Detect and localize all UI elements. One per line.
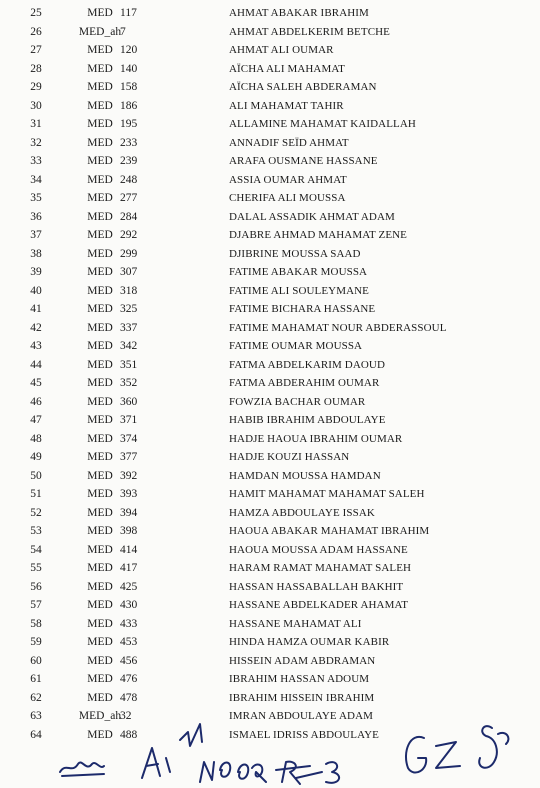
table-row (0, 134, 540, 153)
row-id: 7 (120, 25, 126, 38)
row-id: 398 (120, 525, 138, 537)
row-id: 488 (120, 728, 138, 741)
row-number: 45 (30, 377, 42, 389)
row-number: 53 (30, 525, 42, 537)
row-id: 195 (120, 118, 138, 130)
row-code: MED (87, 562, 113, 574)
row-id: 307 (120, 266, 138, 278)
row-name: HAOUA MOUSSA ADAM HASSANE (229, 543, 408, 556)
row-code: MED (87, 192, 113, 204)
row-name: CHERIFA ALI MOUSSA (229, 192, 346, 204)
row-code: MED (87, 284, 113, 297)
row-id: 186 (120, 99, 138, 112)
row-name: HAMIT MAHAMAT MAHAMAT SALEH (229, 488, 425, 500)
row-code: MED (87, 62, 113, 75)
row-code: MED_ah (78, 710, 122, 722)
row-code: MED (87, 377, 113, 389)
row-id: 425 (120, 580, 138, 593)
row-name: IMRAN ABDOULAYE ADAM (229, 710, 373, 722)
table-row (0, 559, 540, 578)
signature-3 (180, 724, 202, 746)
row-id: 430 (120, 599, 138, 611)
row-name: HARAM RAMAT MAHAMAT SALEH (229, 562, 412, 574)
row-id: 453 (120, 636, 138, 648)
table-row (0, 337, 540, 356)
signatures-area (0, 712, 540, 788)
row-code: MED (87, 636, 113, 648)
signature-5 (276, 762, 322, 784)
row-code: MED (87, 229, 113, 241)
row-name: HADJE HAOUA IBRAHIM OUMAR (229, 432, 403, 445)
row-code: MED (87, 210, 113, 223)
row-id: 248 (120, 173, 138, 186)
row-id: 140 (120, 62, 138, 75)
table-row (0, 319, 540, 338)
row-id: 352 (120, 377, 138, 389)
row-code: MED (87, 432, 113, 445)
row-number: 56 (30, 580, 42, 593)
table-row (0, 78, 540, 97)
table-row (0, 60, 540, 79)
table-row (0, 430, 540, 449)
signature-4 (200, 762, 266, 782)
row-code: MED (87, 340, 113, 352)
table-row (0, 41, 540, 60)
row-name: HISSEIN ADAM ABDRAMAN (229, 654, 376, 667)
row-name: ARAFA OUSMANE HASSANE (229, 155, 378, 167)
row-name: DJABRE AHMAD MAHAMAT ZENE (229, 229, 408, 241)
row-code: MED (87, 81, 113, 93)
row-number: 34 (30, 173, 42, 186)
row-code: MED (87, 617, 113, 630)
row-code: MED (87, 173, 113, 186)
row-number: 55 (30, 562, 42, 574)
table-row (0, 485, 540, 504)
row-id: 337 (120, 321, 138, 334)
row-id: 377 (120, 451, 138, 463)
row-code: MED (87, 358, 113, 371)
row-name: ALLAMINE MAHAMAT KAIDALLAH (229, 118, 416, 130)
row-number: 63 (30, 710, 42, 722)
table-row (0, 4, 540, 23)
row-number: 31 (30, 118, 42, 130)
table-row (0, 115, 540, 134)
table-row (0, 448, 540, 467)
table-row (0, 541, 540, 560)
row-code: MED (87, 469, 113, 482)
row-id: 478 (120, 691, 138, 704)
row-number: 25 (30, 7, 42, 19)
row-id: 433 (120, 617, 138, 630)
row-name: AÏCHA ALI MAHAMAT (229, 62, 345, 75)
signature-7 (406, 737, 460, 773)
row-code: MED (87, 247, 113, 260)
row-number: 49 (30, 451, 42, 463)
row-name: HINDA HAMZA OUMAR KABIR (229, 636, 390, 648)
row-number: 41 (30, 303, 42, 315)
row-id: 299 (120, 247, 138, 260)
row-code: MED (87, 580, 113, 593)
row-id: 360 (120, 395, 138, 408)
table-row (0, 97, 540, 116)
row-name: ALI MAHAMAT TAHIR (229, 99, 344, 112)
student-list (0, 4, 540, 744)
table-row (0, 226, 540, 245)
row-id: 233 (120, 136, 138, 149)
row-code: MED (87, 525, 113, 537)
row-name: FATMA ABDERAHIM OUMAR (229, 377, 380, 389)
row-number: 59 (30, 636, 42, 648)
signature-8 (479, 726, 508, 768)
table-row (0, 633, 540, 652)
row-number: 40 (30, 284, 42, 297)
row-id: 158 (120, 81, 138, 93)
row-id: 476 (120, 673, 138, 685)
row-number: 28 (30, 62, 42, 75)
row-name: FATIME ALI SOULEYMANE (229, 284, 370, 297)
row-number: 54 (30, 543, 42, 556)
row-number: 64 (30, 728, 42, 741)
row-number: 52 (30, 506, 42, 519)
row-number: 38 (30, 247, 42, 260)
row-name: IBRAHIM HASSAN ADOUM (229, 673, 370, 685)
row-code: MED (87, 321, 113, 334)
table-row (0, 689, 540, 708)
row-name: FOWZIA BACHAR OUMAR (229, 395, 366, 408)
row-number: 26 (30, 25, 42, 38)
table-row (0, 596, 540, 615)
row-code: MED (87, 303, 113, 315)
row-number: 39 (30, 266, 42, 278)
row-id: 414 (120, 543, 138, 556)
row-name: HABIB IBRAHIM ABDOULAYE (229, 414, 386, 426)
row-id: 342 (120, 340, 138, 352)
row-id: 117 (120, 7, 137, 19)
row-code: MED (87, 543, 113, 556)
row-number: 46 (30, 395, 42, 408)
row-id: 32 (120, 710, 132, 722)
table-row (0, 467, 540, 486)
row-id: 351 (120, 358, 138, 371)
row-name: ASSIA OUMAR AHMAT (229, 173, 347, 186)
row-id: 284 (120, 210, 138, 223)
signature-1 (60, 762, 104, 776)
row-name: HAOUA ABAKAR MAHAMAT IBRAHIM (229, 525, 430, 537)
row-id: 318 (120, 284, 138, 297)
row-id: 393 (120, 488, 138, 500)
table-row (0, 374, 540, 393)
row-code: MED (87, 155, 113, 167)
table-row (0, 282, 540, 301)
row-name: HAMDAN MOUSSA HAMDAN (229, 469, 381, 482)
row-number: 61 (30, 673, 42, 685)
row-number: 36 (30, 210, 42, 223)
handwritten-signatures (0, 712, 540, 788)
row-number: 60 (30, 654, 42, 667)
row-id: 292 (120, 229, 138, 241)
row-number: 48 (30, 432, 42, 445)
row-name: AÏCHA SALEH ABDERAMAN (229, 81, 377, 93)
row-number: 43 (30, 340, 42, 352)
row-number: 30 (30, 99, 42, 112)
row-id: 120 (120, 44, 138, 56)
row-name: AHMAT ABAKAR IBRAHIM (229, 7, 369, 19)
row-number: 37 (30, 229, 42, 241)
row-code: MED (87, 691, 113, 704)
row-code: MED_ah (78, 25, 122, 38)
row-code: MED (87, 488, 113, 500)
table-row (0, 23, 540, 42)
row-code: MED (87, 673, 113, 685)
row-id: 325 (120, 303, 138, 315)
table-row (0, 152, 540, 171)
row-number: 58 (30, 617, 42, 630)
row-code: MED (87, 414, 113, 426)
row-number: 33 (30, 155, 42, 167)
row-name: FATIME ABAKAR MOUSSA (229, 266, 368, 278)
row-name: AHMAT ALI OUMAR (229, 44, 334, 56)
row-name: IBRAHIM HISSEIN IBRAHIM (229, 691, 375, 704)
row-name: HASSANE MAHAMAT ALI (229, 617, 362, 630)
table-row (0, 393, 540, 412)
table-row (0, 578, 540, 597)
row-number: 35 (30, 192, 42, 204)
table-row (0, 263, 540, 282)
row-id: 277 (120, 192, 138, 204)
table-row (0, 208, 540, 227)
row-id: 417 (120, 562, 138, 574)
row-name: FATIME MAHAMAT NOUR ABDERASSOUL (229, 321, 447, 334)
row-number: 44 (30, 358, 42, 371)
row-id: 392 (120, 469, 138, 482)
table-row (0, 411, 540, 430)
table-row (0, 245, 540, 264)
row-number: 42 (30, 321, 42, 334)
row-name: DALAL ASSADIK AHMAT ADAM (229, 210, 395, 223)
row-id: 239 (120, 155, 138, 167)
signature-2 (142, 748, 170, 778)
row-code: MED (87, 136, 113, 149)
table-row (0, 670, 540, 689)
row-name: HAMZA ABDOULAYE ISSAK (229, 506, 375, 519)
row-code: MED (87, 99, 113, 112)
row-code: MED (87, 44, 113, 56)
row-code: MED (87, 395, 113, 408)
row-id: 394 (120, 506, 138, 519)
row-code: MED (87, 451, 113, 463)
row-name: HASSAN HASSABALLAH BAKHIT (229, 580, 404, 593)
row-id: 371 (120, 414, 138, 426)
row-name: ANNADIF SEÏD AHMAT (229, 136, 349, 149)
row-number: 51 (30, 488, 42, 500)
row-number: 47 (30, 414, 42, 426)
row-name: HADJE KOUZI HASSAN (229, 451, 350, 463)
table-row (0, 504, 540, 523)
row-number: 29 (30, 81, 42, 93)
table-row (0, 189, 540, 208)
row-name: AHMAT ABDELKERIM BETCHE (229, 25, 390, 38)
table-row (0, 652, 540, 671)
row-code: MED (87, 7, 113, 19)
row-number: 32 (30, 136, 42, 149)
row-code: MED (87, 118, 113, 130)
row-number: 27 (30, 44, 42, 56)
row-name: FATIME BICHARA HASSANE (229, 303, 376, 315)
row-code: MED (87, 266, 113, 278)
table-row (0, 171, 540, 190)
table-row (0, 356, 540, 375)
row-name: ISMAEL IDRISS ABDOULAYE (229, 728, 379, 741)
row-name: FATMA ABDELKARIM DAOUD (229, 358, 386, 371)
table-row (0, 522, 540, 541)
table-row (0, 615, 540, 634)
row-id: 456 (120, 654, 138, 667)
row-name: DJIBRINE MOUSSA SAAD (229, 247, 361, 260)
row-code: MED (87, 728, 113, 741)
row-code: MED (87, 654, 113, 667)
row-id: 374 (120, 432, 138, 445)
row-number: 62 (30, 691, 42, 704)
row-name: HASSANE ABDELKADER AHAMAT (229, 599, 409, 611)
table-row (0, 300, 540, 319)
row-code: MED (87, 506, 113, 519)
row-name: FATIME OUMAR MOUSSA (229, 340, 363, 352)
signature-6 (326, 762, 339, 783)
row-number: 50 (30, 469, 42, 482)
row-number: 57 (30, 599, 42, 611)
row-code: MED (87, 599, 113, 611)
